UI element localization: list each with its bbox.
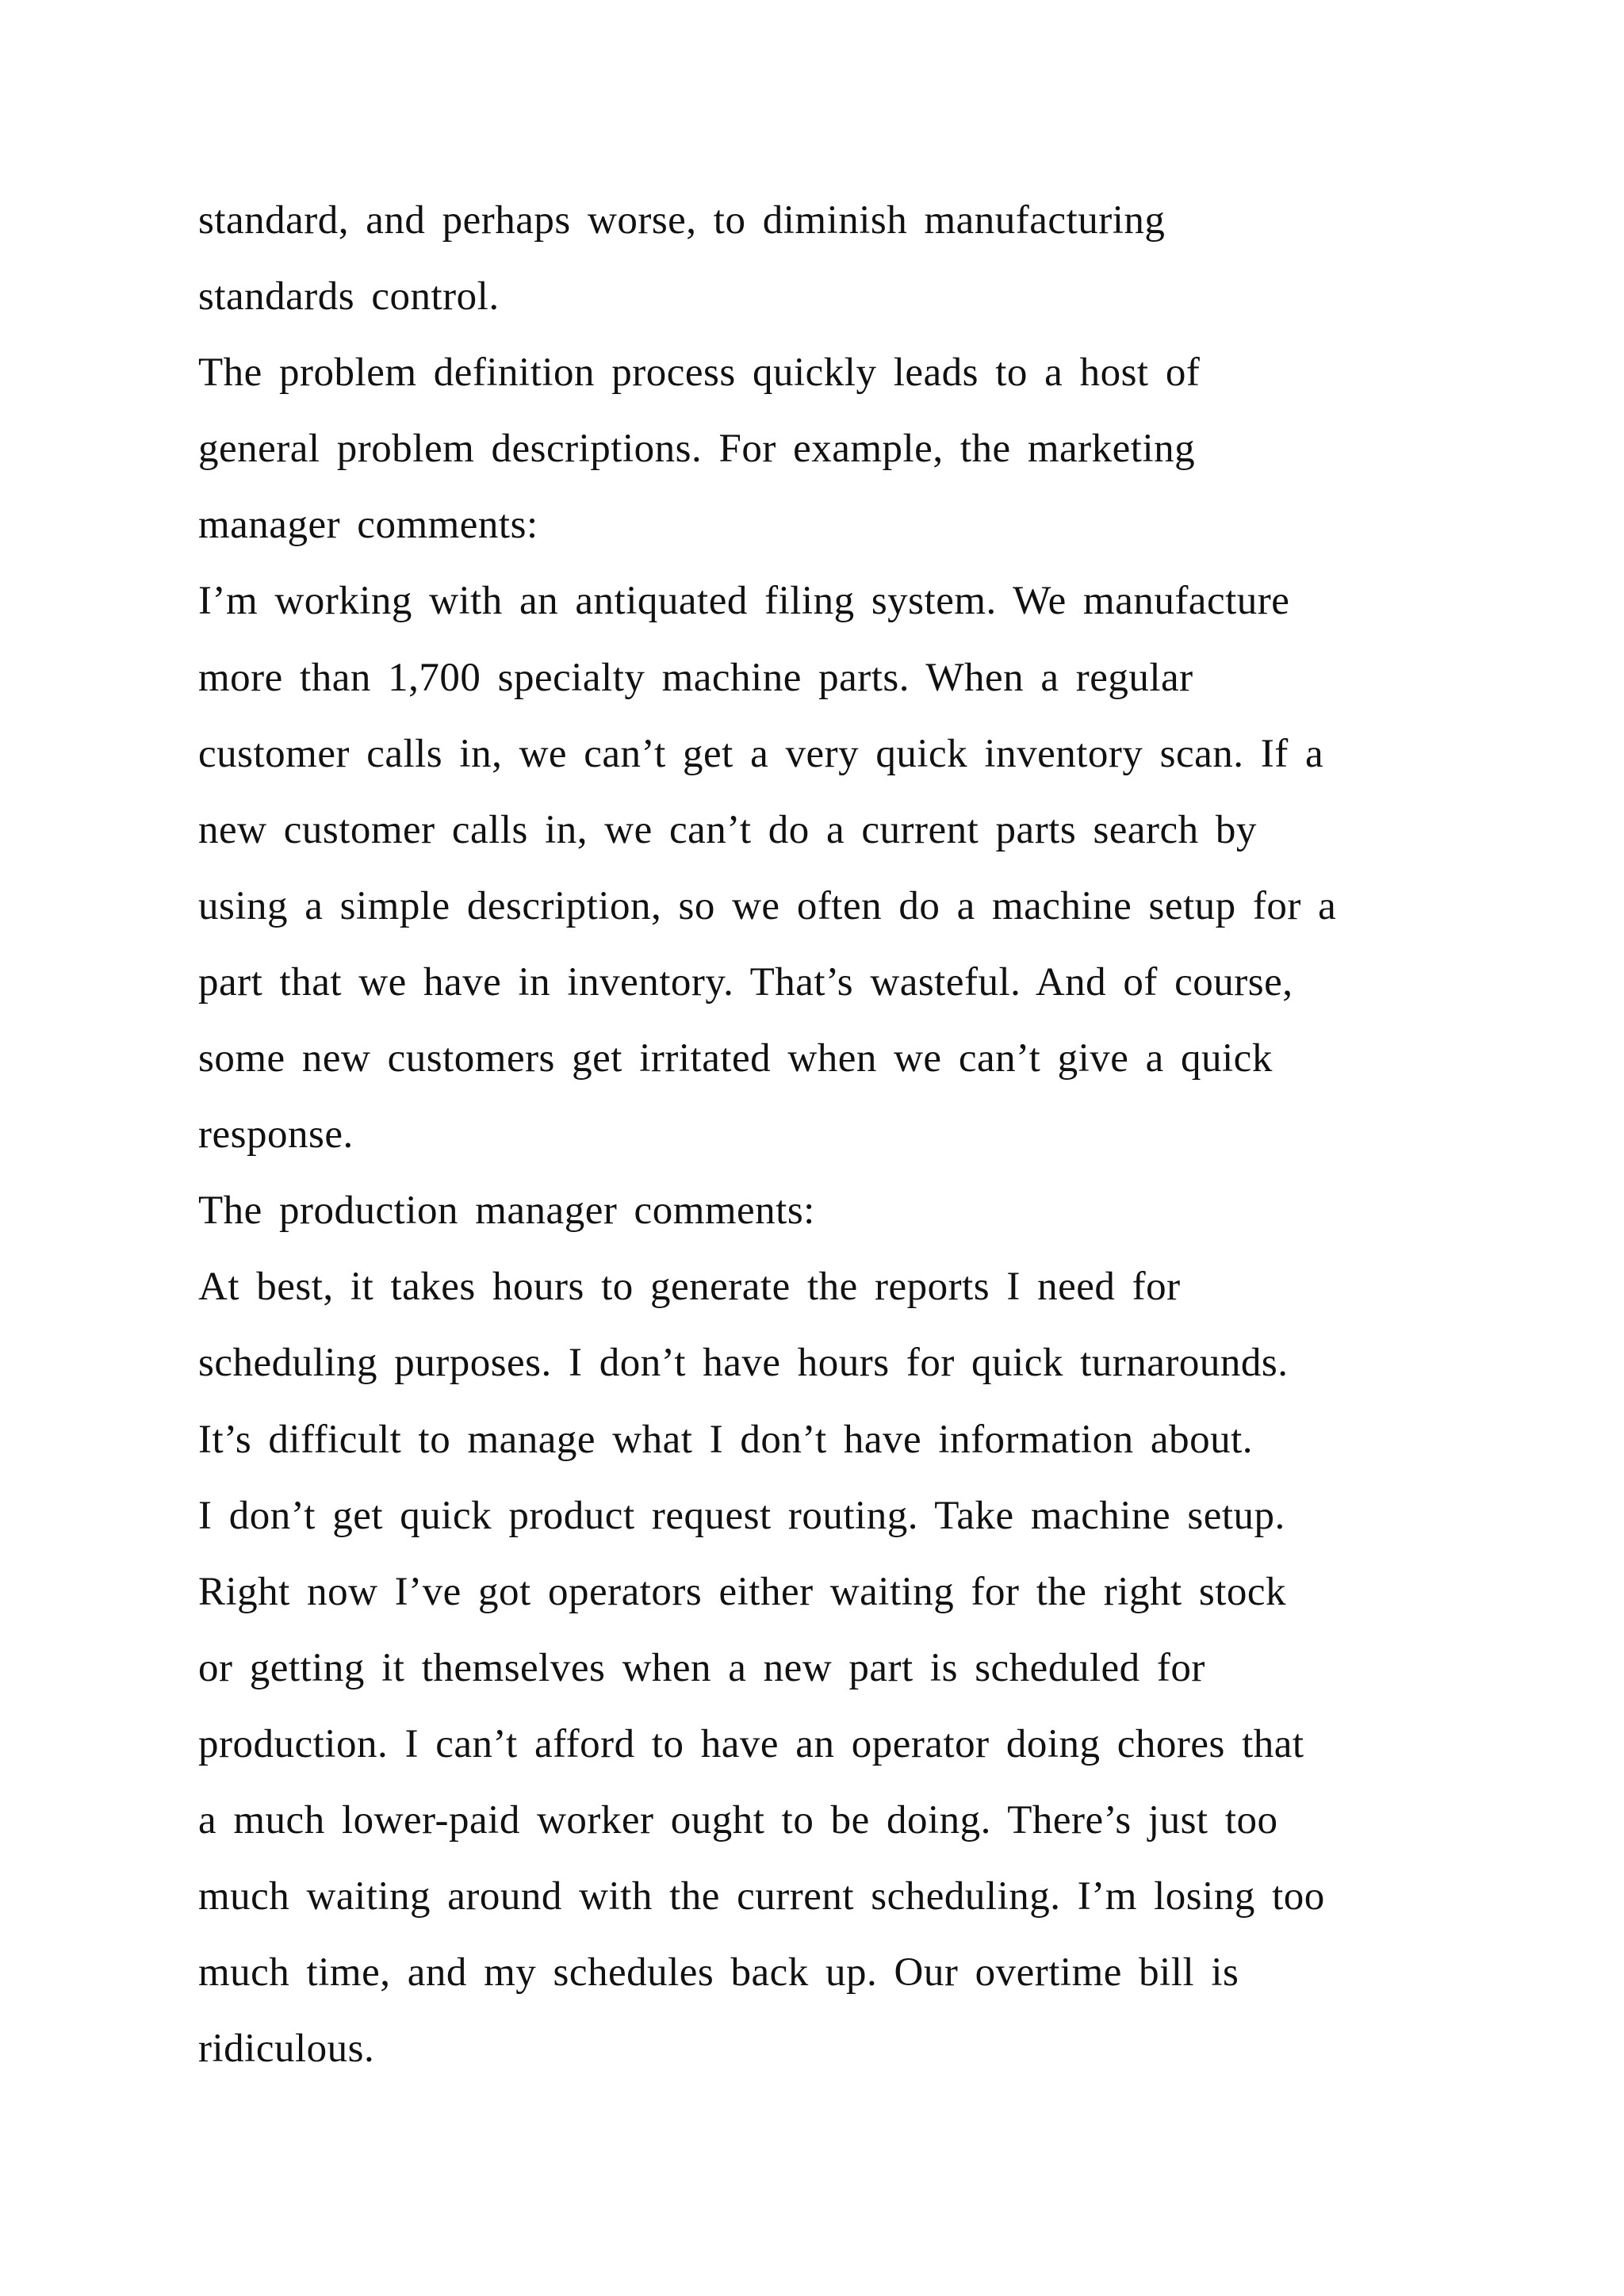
- text-line: standards control.: [198, 274, 500, 320]
- text-line: or getting it themselves when a new part is scheduled for: [198, 1645, 1205, 1690]
- text-line: general problem descriptions. For example, the marketing: [198, 427, 1196, 472]
- text-line: At best, it takes hours to generate the reports I need for: [198, 1265, 1181, 1310]
- text-line: It’s difficult to manage what I don’t have information about.: [198, 1417, 1253, 1462]
- body-text: [198, 182, 1507, 2087]
- text-line: response.: [198, 1112, 354, 1158]
- text-line: using a simple description, so we often do a machine setup for a: [198, 883, 1337, 928]
- text-line: more than 1,700 specialty machine parts. When a regular: [198, 655, 1193, 700]
- text-line: scheduling purposes. I don’t have hours for quick turnarounds.: [198, 1341, 1289, 1386]
- text-line: The problem definition process quickly leads to a host of: [198, 350, 1201, 396]
- text-line: ridiculous.: [198, 2026, 375, 2072]
- text-line: much waiting around with the current scheduling. I’m losing too: [198, 1874, 1325, 1919]
- text-line: standard, and perhaps worse, to diminish manufacturing: [198, 198, 1166, 243]
- text-line: I don’t get quick product request routing. Take machine setup.: [198, 1493, 1285, 1538]
- text-line: I’m working with an antiquated filing system. We manufacture: [198, 579, 1290, 624]
- text-line: Right now I’ve got operators either waiting for the right stock: [198, 1569, 1287, 1614]
- text-line: part that we have in inventory. That’s wasteful. And of course,: [198, 959, 1293, 1004]
- text-line: a much lower-paid worker ought to be doing. There’s just too: [198, 1797, 1278, 1843]
- text-line: manager comments:: [198, 503, 538, 548]
- text-line: customer calls in, we can’t get a very quick inventory scan. If a: [198, 731, 1324, 776]
- text-line: some new customers get irritated when we can’t give a quick: [198, 1036, 1273, 1081]
- text-line: production. I can’t afford to have an operator doing chores that: [198, 1721, 1304, 1766]
- text-line: much time, and my schedules back up. Our overtime bill is: [198, 1950, 1239, 1996]
- text-line: The production manager comments:: [198, 1188, 815, 1234]
- text-line: new customer calls in, we can’t do a current parts search by: [198, 807, 1257, 852]
